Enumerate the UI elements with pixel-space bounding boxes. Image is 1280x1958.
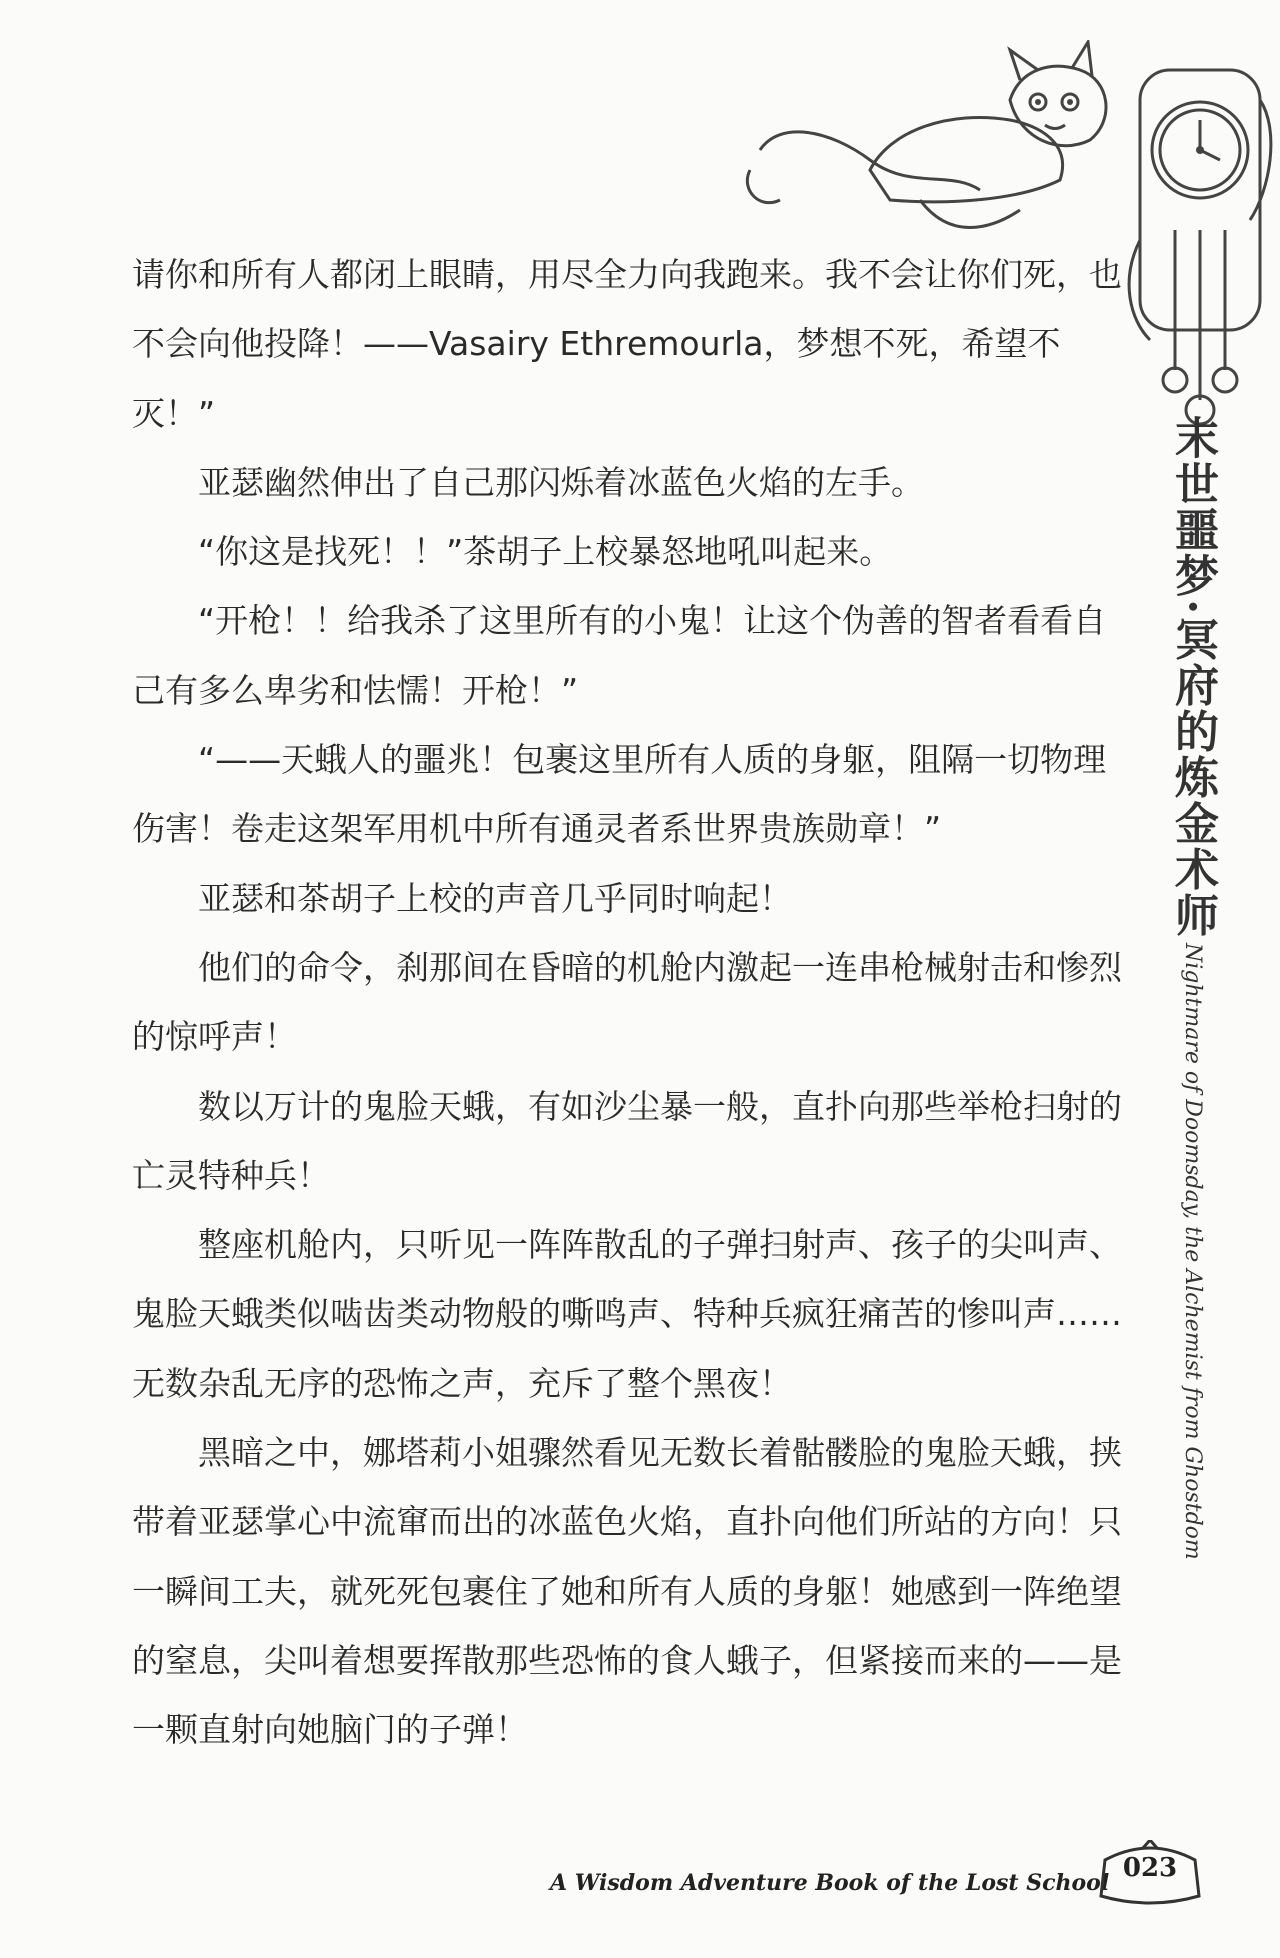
paragraph: “——天蛾人的噩兆！包裹这里所有人质的身躯，阻隔一切物理伤害！卷走这架军用机中所有通灵者系世界贵族勋章！” [132,740,1107,849]
paragraph: 亚瑟幽然伸出了自己那闪烁着冰蓝色火焰的左手。 [198,462,924,502]
side-title-chinese: 末世噩梦·冥府的炼金术师 [1167,415,1218,939]
paragraph: 整座机舱内，只听见一阵阵散乱的子弹扫射声、孩子的尖叫声、鬼脸天蛾类似啮齿类动物般的嘶鸣声、特种兵疯狂痛苦的惨叫声……无数杂乱无序的恐怖之声，充斥了整个黑夜！ [132,1225,1122,1403]
paragraph: “开枪！！给我杀了这里所有的小鬼！让这个伪善的智者看看自己有多么卑劣和怯懦！开枪！” [132,601,1107,710]
paragraph: 亚瑟和茶胡子上校的声音几乎同时响起！ [198,878,792,918]
body-text [132,240,1132,1765]
paragraph: 黑暗之中，娜塔莉小姐骤然看见无数长着骷髅脸的鬼脸天蛾，挟带着亚瑟掌心中流窜而出的冰蓝色火焰，直扑向他们所站的方向！只一瞬间工夫，就死死包裹住了她和所有人质的身躯！她感到一阵绝望的窒息，尖叫着想要挥散那些恐怖的食人蛾子，但紧接而来的——是一颗直射向她脑门的子弹！ [132,1433,1122,1750]
side-book-title [1160,415,1224,1561]
paragraph: 请你和所有人都闭上眼睛，用尽全力向我跑来。我不会让你们死，也不会向他投降！——Vasairy Ethremourla，梦想不死，希望不灭！” [132,255,1122,433]
page-number: 023 [1122,1853,1178,1883]
footer-series-title: A Wisdom Adventure Book of the Lost School [550,1870,1110,1896]
paragraph: 他们的命令，刹那间在昏暗的机舱内激起一连串枪械射击和惨烈的惊呼声！ [132,947,1122,1057]
side-title-english: Nightmare of Doomsday, the Alchemist from Ghostdom [1180,943,1205,1561]
paragraph: 数以万计的鬼脸天蛾，有如沙尘暴一般，直扑向那些举枪扫射的亡灵特种兵！ [132,1086,1122,1195]
paragraph: “你这是找死！！”茶胡子上校暴怒地吼叫起来。 [198,532,893,572]
